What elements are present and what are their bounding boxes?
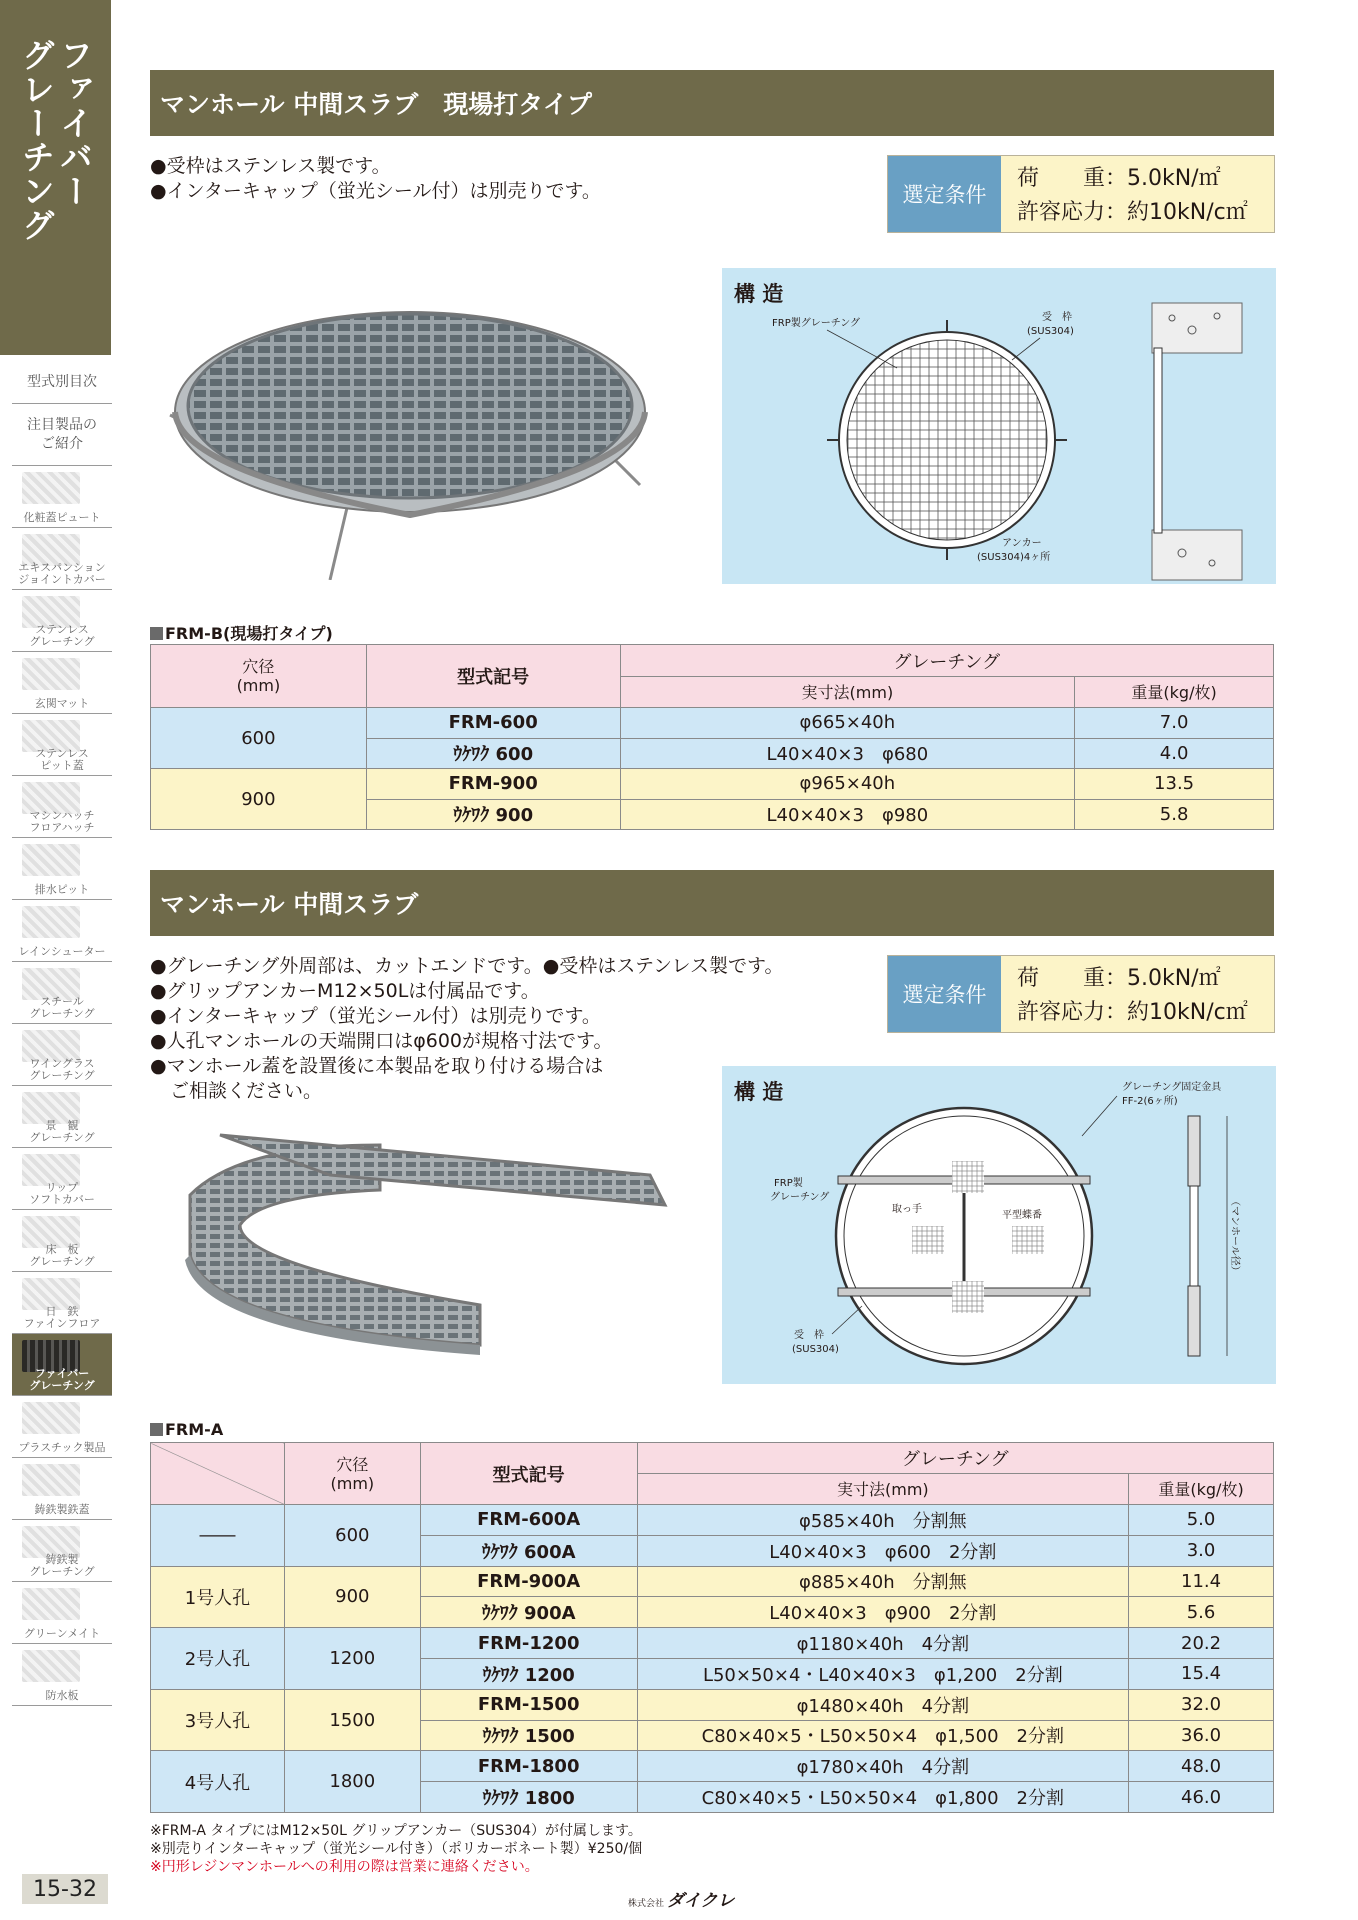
footnote: ※FRM-A タイプにはM12×50L グリップアンカー（SUS304）が付属します。 xyxy=(150,1823,642,1839)
table-row xyxy=(151,708,1274,739)
footnote-red: ※円形レジンマンホールへの利用の際は営業に連絡ください。 xyxy=(150,1859,539,1875)
label-anchor: アンカー xyxy=(1002,538,1042,549)
split-grating-image xyxy=(180,1115,680,1365)
cell-weight: 4.0 xyxy=(1075,738,1274,769)
structure-diagram-2 xyxy=(722,1066,1276,1384)
cell-dim: φ1480×40h 4分割 xyxy=(637,1689,1129,1720)
sidebar-product-item[interactable] xyxy=(12,714,112,776)
sidebar-product-label: ファイバー グレーチング xyxy=(29,1366,95,1392)
cell-dim: L40×40×3 φ600 2分割 xyxy=(637,1535,1129,1566)
product-photo-split-grating xyxy=(180,1115,680,1365)
cell-dim: φ1780×40h 4分割 xyxy=(637,1751,1129,1782)
cell-manhole-type: ―― xyxy=(151,1505,285,1567)
sidebar-product-item[interactable] xyxy=(12,1086,112,1148)
structure-diagram-1 xyxy=(722,268,1276,584)
sidebar-product-item[interactable] xyxy=(12,1148,112,1210)
cell-dim: C80×40×5・L50×50×4 φ1,500 2分割 xyxy=(637,1720,1129,1751)
product-thumbnail xyxy=(22,658,80,690)
spec-table-frm-a xyxy=(150,1442,1274,1813)
product-thumbnail xyxy=(22,906,80,938)
cell-model: ｳｹﾜｸ 600A xyxy=(420,1535,637,1566)
sidebar-product-item[interactable] xyxy=(12,528,112,590)
label-manhole-diameter: （マンホール径） xyxy=(1229,1196,1240,1276)
product-thumbnail xyxy=(22,1588,80,1620)
sidebar-product-item[interactable] xyxy=(12,1334,112,1396)
sidebar-product-item[interactable] xyxy=(12,1520,112,1582)
cell-model: ｳｹﾜｸ 1200 xyxy=(420,1658,637,1689)
sidebar-product-label: ステンレス グレーチング xyxy=(29,622,95,648)
sidebar-product-label: 鋳鉄製 グレーチング xyxy=(29,1552,95,1578)
bullet: ●受枠はステンレス製です。 xyxy=(150,155,391,177)
cell-dim: L50×50×4・L40×40×3 φ1,200 2分割 xyxy=(637,1658,1129,1689)
sidebar-product-item[interactable] xyxy=(12,1396,112,1458)
bullet: ●グリップアンカーM12×50Lは付属品です。 xyxy=(150,980,540,1002)
maker-prefix: 株式会社 xyxy=(628,1899,665,1909)
cell-hole: 1800 xyxy=(284,1751,420,1813)
sidebar-product-label: プラスチック製品 xyxy=(18,1440,106,1454)
table-row xyxy=(151,1505,1274,1536)
label-fixing-bracket: グレーチング固定金具 xyxy=(1122,1082,1222,1093)
cell-dim: φ665×40h xyxy=(620,708,1075,739)
sidebar-product-item[interactable] xyxy=(12,962,112,1024)
cell-weight: 3.0 xyxy=(1129,1535,1274,1566)
selection-condition-box xyxy=(887,155,1275,233)
product-thumbnail xyxy=(22,844,80,876)
bullet: ●人孔マンホールの天端開口はφ600が規格寸法です。 xyxy=(150,1030,613,1052)
label-frame: 受 枠 xyxy=(794,1330,824,1341)
maker-name: ダイクレ xyxy=(667,1891,735,1911)
structure-title: 構 造 xyxy=(734,282,784,306)
product-thumbnail xyxy=(22,1650,80,1682)
product-thumbnail xyxy=(22,1402,80,1434)
structure-title: 構 造 xyxy=(734,1080,784,1104)
label-frame-material: (SUS304) xyxy=(1027,326,1074,337)
cell-weight: 20.2 xyxy=(1129,1628,1274,1659)
label-handle: 取っ手 xyxy=(892,1204,922,1215)
cell-hole: 1500 xyxy=(284,1689,420,1751)
cell-weight: 5.8 xyxy=(1075,799,1274,830)
cell-model: FRM-1800 xyxy=(420,1751,637,1782)
th-weight: 重量(kg/枚) xyxy=(1075,677,1274,708)
cell-weight: 32.0 xyxy=(1129,1689,1274,1720)
cell-manhole-type: 1号人孔 xyxy=(151,1566,285,1628)
section1-heading: マンホール 中間スラブ 現場打タイプ xyxy=(150,70,1274,136)
cell-manhole-type: 2号人孔 xyxy=(151,1628,285,1690)
sidebar-product-item[interactable] xyxy=(12,1458,112,1520)
cell-dim: φ585×40h 分割無 xyxy=(637,1505,1129,1536)
th-dimension: 実寸法(mm) xyxy=(637,1474,1129,1505)
cell-model: ｳｹﾜｸ 1800 xyxy=(420,1782,637,1813)
cell-hole: 600 xyxy=(151,708,367,769)
sidebar-product-label: レインシューター xyxy=(18,944,106,958)
square-bullet-icon xyxy=(150,1423,163,1436)
label-frp-grating: グレーチング xyxy=(770,1192,830,1203)
sidebar-product-item[interactable] xyxy=(12,838,112,900)
label-frame-material: (SUS304) xyxy=(792,1344,839,1355)
label-fixing-bracket-qty: FF-2(6ヶ所) xyxy=(1122,1096,1178,1107)
cell-dim: C80×40×5・L50×50×4 φ1,800 2分割 xyxy=(637,1782,1129,1813)
cell-weight: 5.0 xyxy=(1129,1505,1274,1536)
sidebar-product-label: 床 板 グレーチング xyxy=(29,1242,95,1268)
condition-stress: 許容応力：約10kN/c㎡ xyxy=(1017,200,1248,225)
table-row xyxy=(151,769,1274,800)
sidebar-product-label: 化粧蓋ピュート xyxy=(23,510,101,524)
bullet: ●マンホール蓋を設置後に本製品を取り付ける場合は xyxy=(150,1055,604,1077)
label-frp: FRP製 xyxy=(774,1178,803,1189)
condition-values xyxy=(1001,956,1274,1032)
cell-weight: 7.0 xyxy=(1075,708,1274,739)
selection-condition-box xyxy=(887,955,1275,1033)
cell-manhole-type: 3号人孔 xyxy=(151,1689,285,1751)
cell-weight: 11.4 xyxy=(1129,1566,1274,1597)
table1-caption xyxy=(150,621,333,644)
footnotes xyxy=(150,1822,642,1876)
sidebar-product-label: グリーンメイト xyxy=(23,1626,101,1640)
sidebar-product-label: 鋳鉄製鉄蓋 xyxy=(34,1502,90,1516)
sidebar-product-label: 玄関マット xyxy=(34,696,90,710)
bullet-continuation: ご相談ください。 xyxy=(170,1080,323,1102)
sidebar-product-label: 日 鉄 ファインフロア xyxy=(23,1304,101,1330)
product-photo-round-grating xyxy=(160,300,660,580)
table2-caption xyxy=(150,1420,223,1439)
sidebar-product-item[interactable] xyxy=(12,776,112,838)
condition-label: 選定条件 xyxy=(888,156,1001,232)
cell-dim: L40×40×3 φ900 2分割 xyxy=(637,1597,1129,1628)
th-grating: グレーチング xyxy=(637,1443,1273,1474)
sidebar-product-item[interactable] xyxy=(12,900,112,962)
cell-hole: 600 xyxy=(284,1505,420,1567)
cell-weight: 15.4 xyxy=(1129,1658,1274,1689)
product-thumbnail xyxy=(22,472,80,504)
sidebar-product-item[interactable] xyxy=(12,1582,112,1644)
sidebar-product-label: エキスパンション ジョイントカバー xyxy=(18,560,106,586)
cell-hole: 900 xyxy=(151,769,367,830)
cell-dim: φ1180×40h 4分割 xyxy=(637,1628,1129,1659)
cell-weight: 36.0 xyxy=(1129,1720,1274,1751)
cell-dim: φ885×40h 分割無 xyxy=(637,1566,1129,1597)
sidebar-product-label: 排水ピット xyxy=(34,882,90,896)
sidebar-product-item[interactable] xyxy=(12,1644,112,1706)
sidebar-product-label: ワイングラス グレーチング xyxy=(29,1056,95,1082)
sidebar-product-label: スチール グレーチング xyxy=(29,994,95,1020)
sidebar-nav-item[interactable]: 型式別目次 xyxy=(12,362,112,404)
condition-values xyxy=(1001,156,1274,232)
sidebar-product-label: リップ ソフトカバー xyxy=(29,1180,95,1206)
maker-logo xyxy=(628,1886,734,1911)
category-title-block xyxy=(0,0,111,355)
condition-stress: 許容応力：約10kN/c㎡ xyxy=(1017,1000,1248,1025)
cell-model: ｳｹﾜｸ 900 xyxy=(366,799,620,830)
cell-weight: 5.6 xyxy=(1129,1597,1274,1628)
structure-drawing-2 xyxy=(722,1066,1276,1384)
sidebar-product-label: 防水板 xyxy=(45,1688,79,1702)
sidebar-product-item[interactable] xyxy=(12,1024,112,1086)
bullet: ●インターキャップ（蛍光シール付）は別売りです。 xyxy=(150,180,601,202)
th-model: 型式記号 xyxy=(420,1443,637,1505)
cell-model: FRM-600 xyxy=(366,708,620,739)
table-row xyxy=(151,1689,1274,1720)
cell-dim: L40×40×3 φ680 xyxy=(620,738,1075,769)
th-weight: 重量(kg/枚) xyxy=(1129,1474,1274,1505)
cell-model: ｳｹﾜｸ 1500 xyxy=(420,1720,637,1751)
square-bullet-icon xyxy=(150,627,163,640)
table-row xyxy=(151,1566,1274,1597)
sidebar-nav-item[interactable]: 注目製品の ご紹介 xyxy=(12,404,112,466)
th-diagonal-blank xyxy=(151,1443,285,1505)
cell-hole: 900 xyxy=(284,1566,420,1628)
sidebar-product-item[interactable] xyxy=(12,590,112,652)
cell-model: FRM-600A xyxy=(420,1505,637,1536)
cell-model: ｳｹﾜｸ 900A xyxy=(420,1597,637,1628)
cell-model: FRM-900 xyxy=(366,769,620,800)
sidebar-product-label: マシンハッチ フロアハッチ xyxy=(29,808,95,834)
label-frp-grating: FRP製グレーチング xyxy=(772,318,861,329)
table1-caption-text: FRM-B(現場打タイプ) xyxy=(165,624,333,643)
condition-load: 荷 重：5.0kN/㎡ xyxy=(1017,166,1221,191)
cell-weight: 13.5 xyxy=(1075,769,1274,800)
section1-bullets xyxy=(150,154,601,204)
bullet: ●インターキャップ（蛍光シール付）は別売りです。 xyxy=(150,1005,601,1027)
table-row xyxy=(151,1751,1274,1782)
sidebar-product-item[interactable] xyxy=(12,652,112,714)
sidebar-product-label: 景 観 グレーチング xyxy=(29,1118,95,1144)
label-frame: 受 枠 xyxy=(1042,312,1072,323)
table2-caption-text: FRM-A xyxy=(165,1420,224,1439)
spec-table-frm-b xyxy=(150,644,1274,830)
sidebar-product-label: ステンレス ピット蓋 xyxy=(35,746,89,772)
page-number: 15-32 xyxy=(22,1874,108,1904)
cell-model: FRM-1200 xyxy=(420,1628,637,1659)
cell-model: ｳｹﾜｸ 600 xyxy=(366,738,620,769)
cell-model: FRM-1500 xyxy=(420,1689,637,1720)
footnote: ※別売りインターキャップ（蛍光シール付き）（ポリカーボネート製）¥250/個 xyxy=(150,1841,643,1857)
structure-drawing-1 xyxy=(722,268,1276,584)
th-hole-diameter: 穴径 (mm) xyxy=(284,1443,420,1505)
label-hinge: 平型蝶番 xyxy=(1002,1210,1042,1221)
condition-label: 選定条件 xyxy=(888,956,1001,1032)
cell-dim: L40×40×3 φ980 xyxy=(620,799,1075,830)
th-hole-diameter: 穴径 (mm) xyxy=(151,645,367,708)
category-title-line2: グレーチング xyxy=(17,38,56,242)
round-grating-image xyxy=(160,300,660,580)
condition-load: 荷 重：5.0kN/㎡ xyxy=(1017,966,1221,991)
th-grating: グレーチング xyxy=(620,645,1273,677)
cell-dim: φ965×40h xyxy=(620,769,1075,800)
sidebar-product-item[interactable] xyxy=(12,466,112,528)
cell-weight: 46.0 xyxy=(1129,1782,1274,1813)
category-title-line1: ファイバー xyxy=(55,38,94,208)
th-dimension: 実寸法(mm) xyxy=(620,677,1075,708)
section2-bullets xyxy=(150,954,783,1104)
product-thumbnail xyxy=(22,1464,80,1496)
sidebar-nav xyxy=(12,362,112,1706)
sidebar-product-item[interactable] xyxy=(12,1272,112,1334)
cell-model: FRM-900A xyxy=(420,1566,637,1597)
sidebar-product-item[interactable] xyxy=(12,1210,112,1272)
table-row xyxy=(151,1628,1274,1659)
section2-heading: マンホール 中間スラブ xyxy=(150,870,1274,936)
cell-manhole-type: 4号人孔 xyxy=(151,1751,285,1813)
bullet: ●グレーチング外周部は、カットエンドです。●受枠はステンレス製です。 xyxy=(150,955,784,977)
th-model: 型式記号 xyxy=(366,645,620,708)
cell-hole: 1200 xyxy=(284,1628,420,1690)
cell-weight: 48.0 xyxy=(1129,1751,1274,1782)
label-anchor-material: (SUS304)4ヶ所 xyxy=(977,552,1051,563)
